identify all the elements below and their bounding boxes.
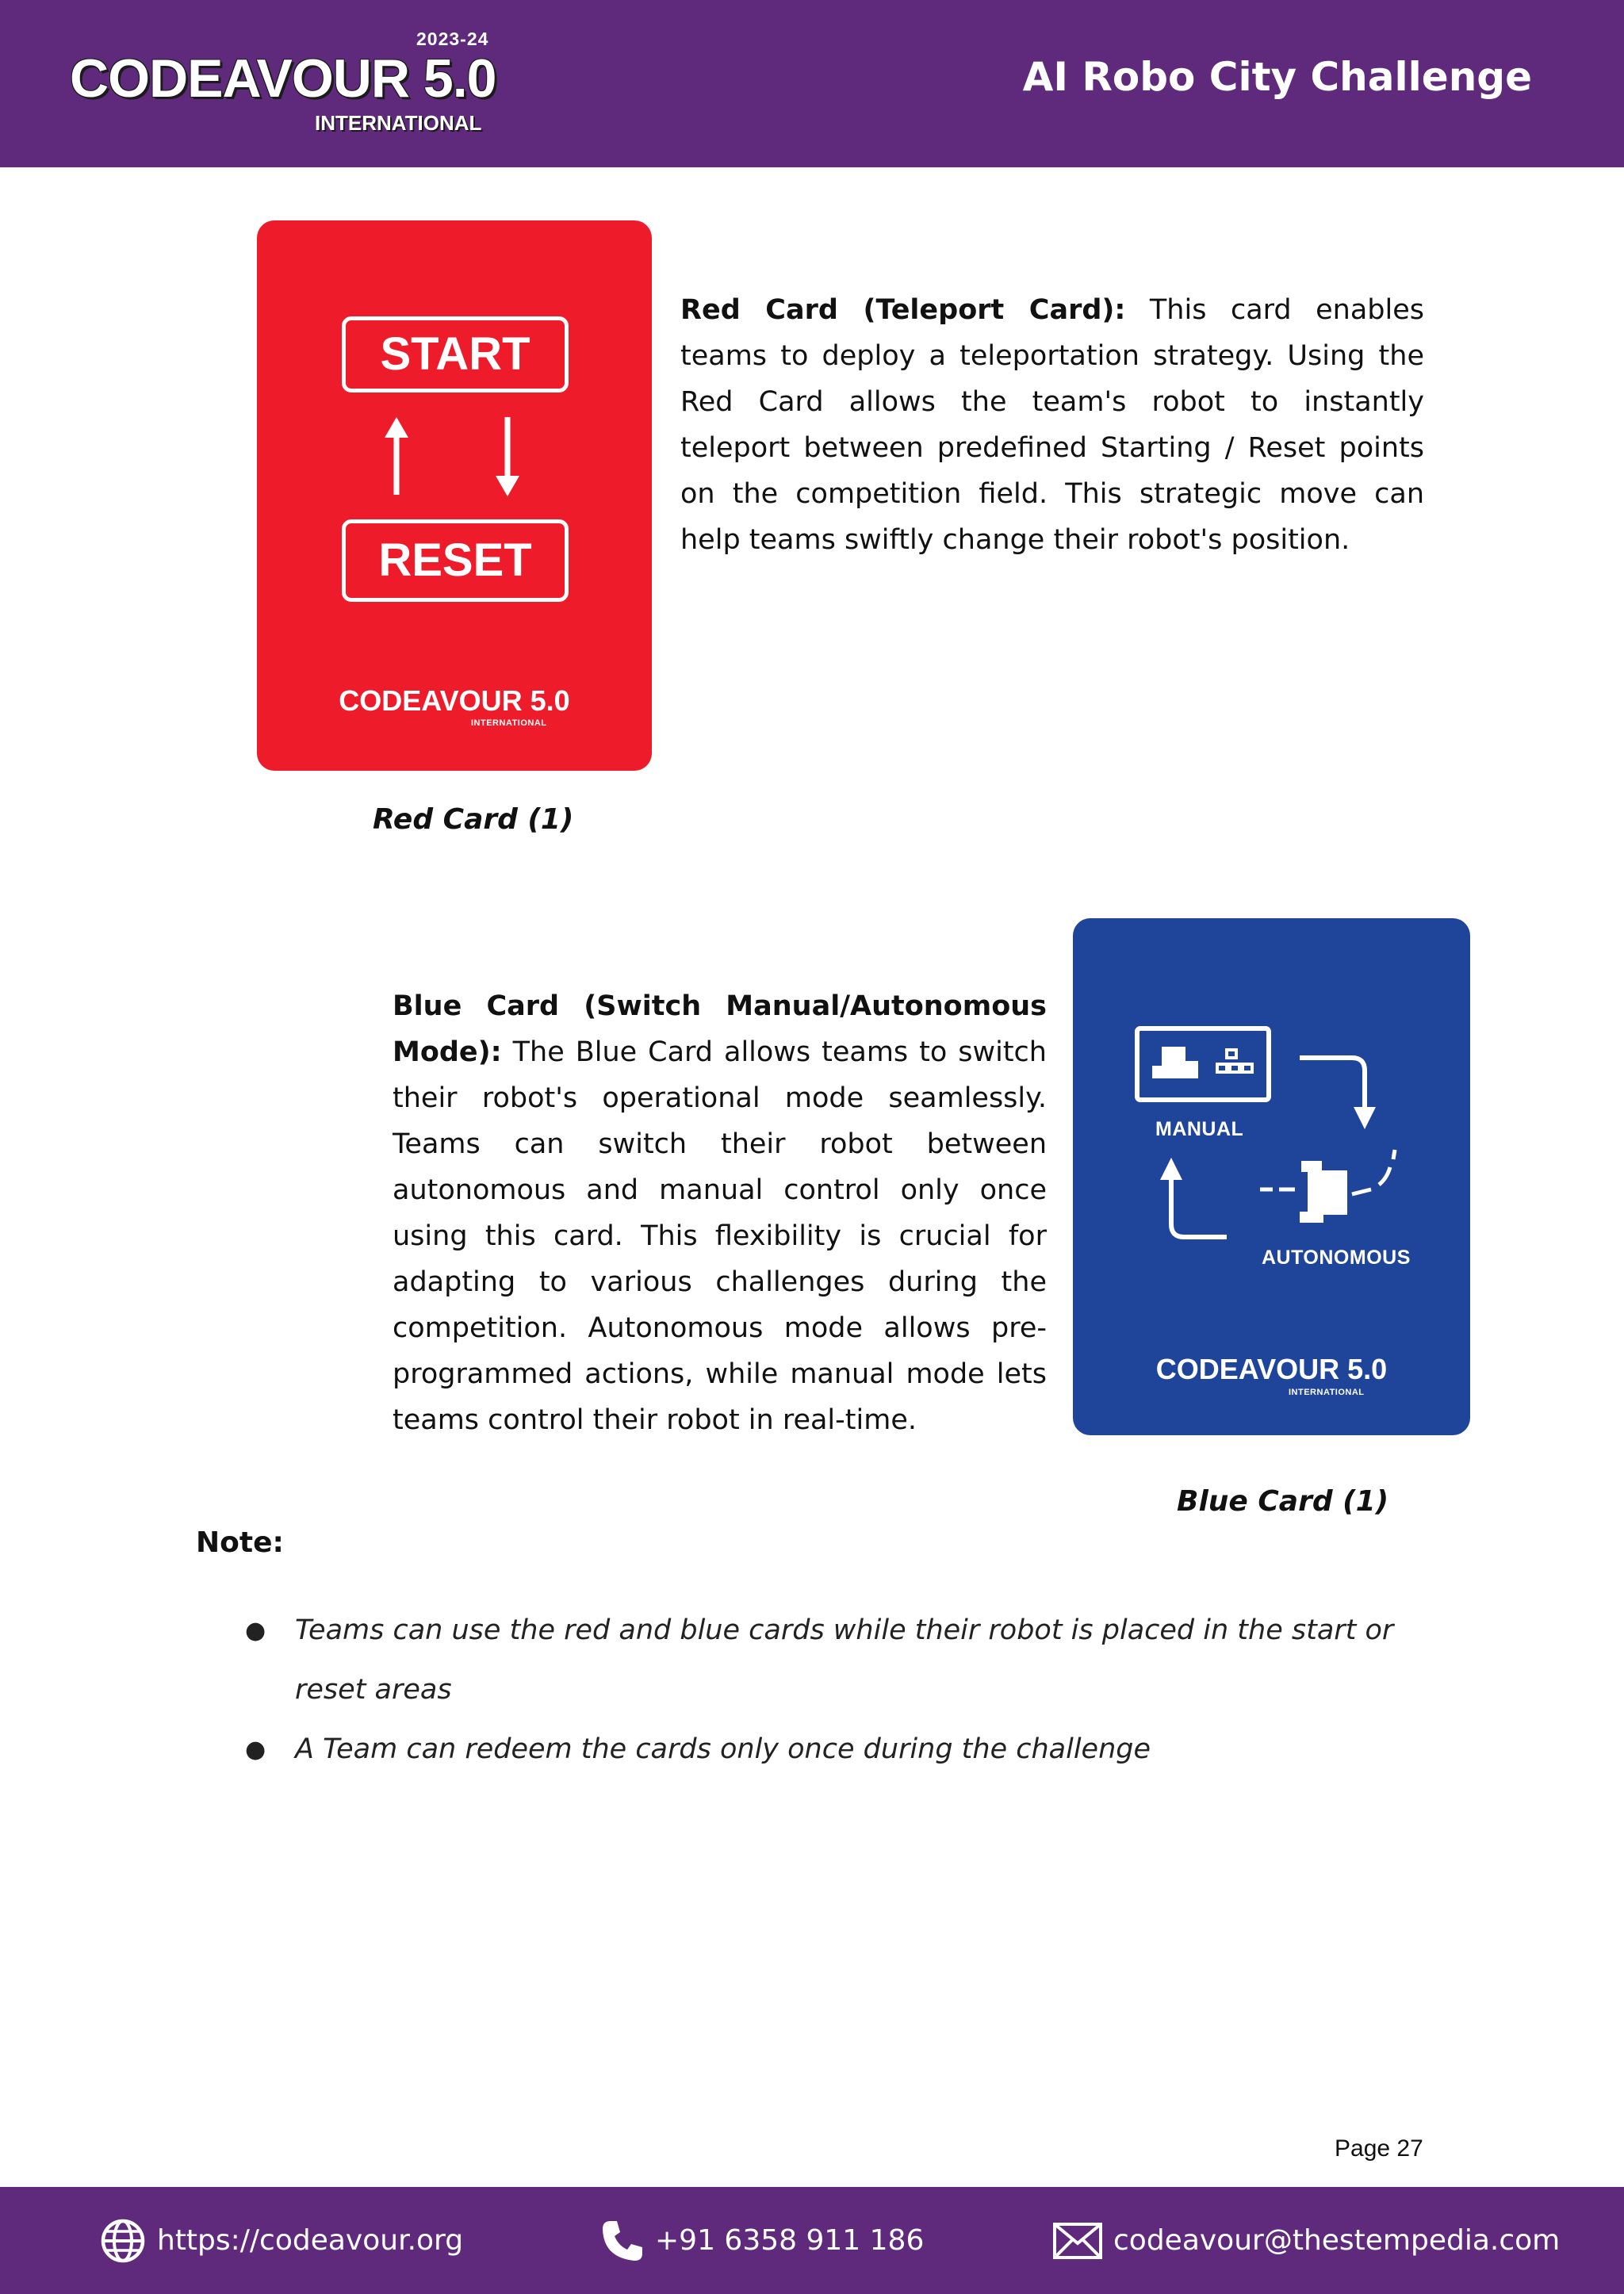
arrow-up-icon xyxy=(382,417,411,496)
red-card-description xyxy=(680,287,1424,563)
manual-label: MANUAL xyxy=(1155,1118,1244,1140)
red-card-heading: Red Card (Teleport Card): xyxy=(680,294,1126,326)
phone-text: +91 6358 911 186 xyxy=(655,2224,925,2257)
card-brand-logo: CODEAVOUR 5.0 xyxy=(1155,1353,1388,1385)
email-text: codeavour@thestempedia.com xyxy=(1113,2224,1561,2257)
card-brand-sub: INTERNATIONAL xyxy=(1289,1388,1365,1397)
page-footer xyxy=(0,2187,1624,2294)
reset-label: RESET xyxy=(342,519,569,602)
red-card-body: This card enables teams to deploy a teleportation strategy. Using the Red Card allows the team's robot to instantly teleport between predefined Starting / Reset points on the competition field. This strategic move can help teams swiftly change their robot's position. xyxy=(680,294,1424,556)
autonomous-label: AUTONOMOUS xyxy=(1262,1247,1411,1269)
blue-card-description xyxy=(393,983,1047,1443)
blue-card-body: The Blue Card allows teams to switch their robot's operational mode seamlessly. Teams can switch their robot between autonomous and manual control only once using this card. This flexibility is crucial for adapting to various challenges during the competition. Autonomous mode allows pre-programmed actions, while manual mode lets teams control their robot in real-time. xyxy=(393,1036,1047,1436)
email-link[interactable] xyxy=(1053,2187,1560,2294)
curved-arrow-down-icon xyxy=(1297,1045,1381,1132)
blue-card-caption: Blue Card (1) xyxy=(1177,1485,1389,1518)
red-card-caption: Red Card (1) xyxy=(373,803,574,836)
card-brand-logo: CODEAVOUR 5.0 xyxy=(339,684,570,717)
phone-link[interactable] xyxy=(601,2187,924,2294)
page-number: Page 27 xyxy=(1335,2135,1423,2162)
red-card-image xyxy=(257,220,652,771)
card-brand-sub: INTERNATIONAL xyxy=(471,718,547,728)
page-header xyxy=(0,0,1624,167)
globe-icon xyxy=(100,2218,146,2264)
curved-arrow-up-icon xyxy=(1159,1156,1230,1245)
blue-card-image xyxy=(1073,918,1470,1435)
codeavour-logo: CODEAVOUR 5.0 xyxy=(70,48,496,109)
bullet-icon: ● xyxy=(245,1736,266,1764)
website-text: https://codeavour.org xyxy=(157,2224,464,2257)
arrow-down-icon xyxy=(493,417,522,496)
phone-icon xyxy=(601,2219,644,2262)
list-item: ● Teams can use the red and blue cards while their robot is placed in the start or reset areas xyxy=(245,1601,1434,1720)
note-label: Note: xyxy=(196,1526,284,1559)
bullet-icon: ● xyxy=(245,1617,266,1645)
website-link[interactable] xyxy=(100,2187,463,2294)
header-title: AI Robo City Challenge xyxy=(1022,54,1532,100)
blue-card-heading: Blue Card (Switch Manual/Autonomous Mode): xyxy=(393,990,1047,1068)
list-item: ● A Team can redeem the cards only once during the challenge xyxy=(245,1720,1434,1779)
logo-subtitle: INTERNATIONAL xyxy=(315,111,482,135)
mail-icon xyxy=(1053,2223,1102,2259)
note-list xyxy=(245,1601,1434,1779)
logo-year: 2023-24 xyxy=(416,29,489,49)
autonomous-robot-icon xyxy=(1260,1143,1403,1231)
start-label: START xyxy=(342,316,569,393)
manual-controller-icon xyxy=(1135,1026,1271,1102)
